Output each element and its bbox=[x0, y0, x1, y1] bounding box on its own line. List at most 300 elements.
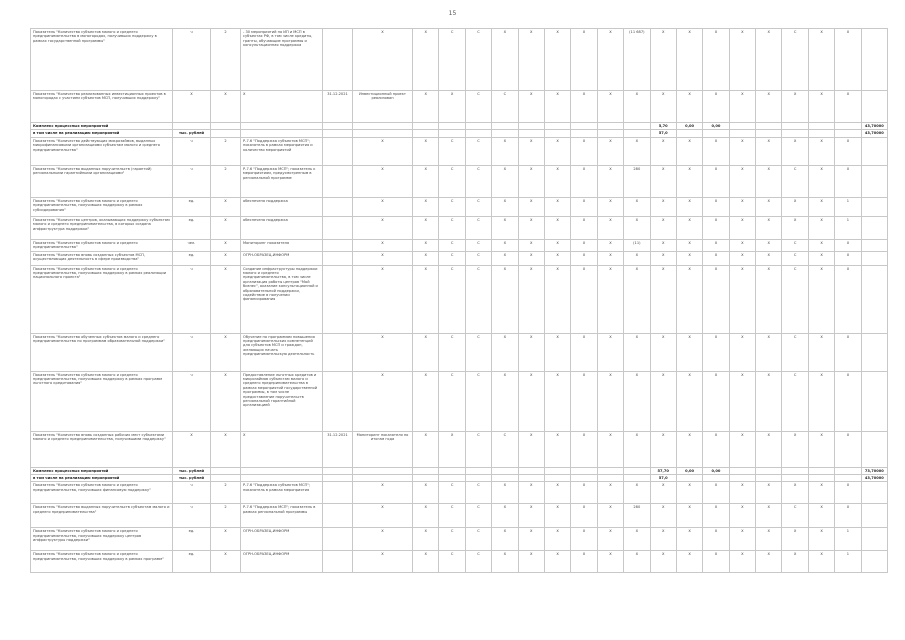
table-cell: Х bbox=[756, 29, 782, 91]
table-cell bbox=[544, 475, 570, 482]
table-cell bbox=[597, 123, 623, 130]
table-cell: Х bbox=[703, 482, 729, 504]
table-row bbox=[31, 482, 888, 504]
table-cell: Показатель "Количество вновь созданных рабочих мест субъектами малого и среднего предпринимательства, получившими поддержку" bbox=[31, 431, 173, 467]
table-cell: Х bbox=[624, 431, 650, 467]
table-cell: Х bbox=[544, 165, 570, 197]
table-cell bbox=[861, 239, 887, 251]
section-row bbox=[31, 467, 888, 474]
table-cell: Комплекс процессных мероприятий bbox=[31, 123, 173, 130]
table-cell: С bbox=[492, 431, 518, 467]
table-cell: Х bbox=[353, 528, 413, 551]
table-cell: С bbox=[465, 91, 491, 123]
table-cell: 0,00 bbox=[703, 123, 729, 130]
table-cell: Х bbox=[729, 528, 755, 551]
table-cell: Х bbox=[703, 265, 729, 333]
table-cell bbox=[544, 123, 570, 130]
table-cell: Х bbox=[571, 482, 597, 504]
table-cell: Х bbox=[782, 197, 808, 216]
table-cell: Х bbox=[756, 431, 782, 467]
table-cell bbox=[323, 333, 353, 371]
table-cell bbox=[676, 130, 702, 137]
table-cell: Х bbox=[518, 333, 544, 371]
table-cell bbox=[597, 475, 623, 482]
table-cell: Х bbox=[492, 137, 518, 165]
table-cell: Х bbox=[492, 333, 518, 371]
table-cell bbox=[782, 475, 808, 482]
table-cell: 43,70000 bbox=[861, 123, 887, 130]
table-cell bbox=[835, 123, 861, 130]
table-cell bbox=[323, 551, 353, 573]
table-cell: Х bbox=[597, 165, 623, 197]
table-cell: С bbox=[439, 137, 465, 165]
table-cell bbox=[571, 475, 597, 482]
table-cell: Х bbox=[353, 197, 413, 216]
table-cell: Х bbox=[835, 482, 861, 504]
table-cell: (11 687) bbox=[624, 29, 650, 91]
table-cell: Х bbox=[835, 29, 861, 91]
table-cell: Х bbox=[413, 551, 439, 573]
table-cell: Х bbox=[571, 197, 597, 216]
table-cell: 5,70 bbox=[650, 123, 676, 130]
table-cell: Х bbox=[624, 137, 650, 165]
table-cell bbox=[323, 29, 353, 91]
table-cell: Х bbox=[808, 216, 834, 239]
table-cell: Х bbox=[544, 216, 570, 239]
table-cell: 57,0 bbox=[650, 475, 676, 482]
table-cell: Х bbox=[808, 197, 834, 216]
table-cell: Показатель "Количество реализованных инвестиционных проектов в моногородах с участием субъектов МСП, получивших поддержку" bbox=[31, 91, 173, 123]
table-cell bbox=[571, 123, 597, 130]
table-cell: Х bbox=[703, 29, 729, 91]
table-cell: Х bbox=[703, 504, 729, 528]
table-cell: 1 bbox=[835, 197, 861, 216]
table-cell: С bbox=[465, 165, 491, 197]
table-cell: Инвестиционный проект реализован bbox=[353, 91, 413, 123]
table-cell: Показатель "Количество обученных субъектов малого и среднего предпринимательства по программам образовательной поддержки" bbox=[31, 333, 173, 371]
table-cell bbox=[492, 130, 518, 137]
table-cell: С bbox=[465, 551, 491, 573]
table-cell: С bbox=[465, 371, 491, 431]
table-cell: С bbox=[465, 251, 491, 265]
table-cell bbox=[676, 475, 702, 482]
table-cell: 31.12.2021 bbox=[323, 431, 353, 467]
table-cell bbox=[353, 475, 413, 482]
table-cell: Показатель "Количество субъектов малого и среднего предпринимательства, получивших поддержку центров инфраструктуры поддержки" bbox=[31, 528, 173, 551]
table-cell: С bbox=[439, 504, 465, 528]
table-cell: Х bbox=[211, 197, 241, 216]
table-cell: 1 bbox=[835, 551, 861, 573]
table-cell: Х bbox=[729, 216, 755, 239]
table-cell bbox=[413, 467, 439, 474]
table-cell bbox=[808, 467, 834, 474]
table-cell: Х bbox=[413, 265, 439, 333]
table-cell: С bbox=[439, 482, 465, 504]
table-cell bbox=[241, 130, 323, 137]
table-cell bbox=[756, 475, 782, 482]
table-cell: Х bbox=[518, 91, 544, 123]
table-cell: 1 bbox=[835, 528, 861, 551]
table-cell: 43,70000 bbox=[861, 130, 887, 137]
table-cell bbox=[323, 504, 353, 528]
table-cell: Х bbox=[835, 333, 861, 371]
table-cell: Х bbox=[624, 528, 650, 551]
table-cell bbox=[861, 265, 887, 333]
table-cell: 57,70 bbox=[650, 467, 676, 474]
table-cell: Х bbox=[211, 251, 241, 265]
table-cell: Х bbox=[241, 431, 323, 467]
table-cell: Х bbox=[703, 371, 729, 431]
table-cell: ч bbox=[173, 504, 211, 528]
table-cell bbox=[323, 371, 353, 431]
table-row bbox=[31, 551, 888, 573]
table-cell: Показатель "Количество субъектов малого и среднего предпринимательства, получивших поддержку в рамках субсидирования" bbox=[31, 197, 173, 216]
table-cell: С bbox=[465, 265, 491, 333]
table-cell: Х bbox=[703, 551, 729, 573]
table-cell bbox=[597, 467, 623, 474]
table-cell bbox=[518, 130, 544, 137]
table-cell: Показатель "Количество субъектов малого и среднего предпринимательства, получивших поддержку в рамках программ" bbox=[31, 551, 173, 573]
table-cell bbox=[241, 475, 323, 482]
table-cell: Х bbox=[492, 216, 518, 239]
table-cell: Х bbox=[676, 482, 702, 504]
table-cell: С bbox=[492, 91, 518, 123]
table-cell: Х bbox=[571, 239, 597, 251]
table-cell bbox=[323, 239, 353, 251]
table-cell: Х bbox=[518, 251, 544, 265]
table-cell: С bbox=[465, 216, 491, 239]
table-cell: Х bbox=[413, 165, 439, 197]
table-cell bbox=[323, 197, 353, 216]
table-cell: Х bbox=[413, 528, 439, 551]
table-cell: Х bbox=[544, 91, 570, 123]
table-cell: Х bbox=[597, 137, 623, 165]
table-cell: Х bbox=[756, 216, 782, 239]
table-cell: (11) bbox=[624, 239, 650, 251]
table-cell: Х bbox=[756, 482, 782, 504]
table-cell bbox=[624, 130, 650, 137]
table-cell: 0,00 bbox=[676, 467, 702, 474]
table-cell: С bbox=[439, 251, 465, 265]
table-cell: Х bbox=[413, 239, 439, 251]
table-cell bbox=[571, 130, 597, 137]
table-cell: Х bbox=[624, 197, 650, 216]
table-cell bbox=[544, 130, 570, 137]
table-cell bbox=[353, 123, 413, 130]
section-row bbox=[31, 123, 888, 130]
table-cell: С bbox=[439, 528, 465, 551]
table-cell bbox=[465, 475, 491, 482]
table-cell: Создание инфраструктуры поддержки малого и среднего предпринимательства, в том числе организация работы центров "Мой бизнес", оказание консультационной и образовательной поддержки, содействие в получении финансирования bbox=[241, 265, 323, 333]
table-cell: Х bbox=[413, 91, 439, 123]
table-cell: Х bbox=[571, 265, 597, 333]
table-cell: Х bbox=[211, 371, 241, 431]
table-cell: Х bbox=[650, 528, 676, 551]
table-cell: Х bbox=[676, 137, 702, 165]
table-cell: Х bbox=[571, 251, 597, 265]
table-cell: Х bbox=[729, 251, 755, 265]
table-cell bbox=[861, 333, 887, 371]
table-cell: Х bbox=[782, 551, 808, 573]
table-cell: 73,70000 bbox=[861, 467, 887, 474]
table-cell: Х bbox=[650, 251, 676, 265]
table-cell bbox=[571, 467, 597, 474]
table-cell: Х bbox=[703, 431, 729, 467]
table-cell bbox=[465, 130, 491, 137]
table-cell: Х bbox=[413, 251, 439, 265]
table-cell: Х bbox=[729, 165, 755, 197]
table-cell bbox=[861, 251, 887, 265]
table-cell: Х bbox=[211, 265, 241, 333]
table-cell: Х bbox=[173, 431, 211, 467]
table-cell bbox=[861, 165, 887, 197]
table-cell: в том числе на реализацию мероприятий bbox=[31, 475, 173, 482]
table-cell: Х bbox=[571, 551, 597, 573]
table-cell: Х bbox=[544, 333, 570, 371]
table-cell bbox=[211, 123, 241, 130]
table-cell: Х bbox=[571, 371, 597, 431]
table-cell: Показатель "Количество вновь созданных субъектов МСП, осуществляющих деятельность в сфере производства" bbox=[31, 251, 173, 265]
table-cell: Р-7.6 "Поддержка МСП"; показатель к мероприятиям, предусмотренным в региональной программе bbox=[241, 165, 323, 197]
table-row bbox=[31, 197, 888, 216]
table-row bbox=[31, 165, 888, 197]
table-cell: 2 bbox=[211, 137, 241, 165]
table-cell bbox=[353, 467, 413, 474]
table-cell: Комплекс процессных мероприятий bbox=[31, 467, 173, 474]
table-cell bbox=[861, 482, 887, 504]
table-cell: Х bbox=[808, 528, 834, 551]
table-cell: 2 bbox=[211, 482, 241, 504]
table-cell bbox=[624, 123, 650, 130]
table-cell: Х bbox=[835, 431, 861, 467]
table-cell: Х bbox=[211, 239, 241, 251]
table-cell: С bbox=[465, 239, 491, 251]
table-cell bbox=[323, 216, 353, 239]
table-cell: Х bbox=[597, 528, 623, 551]
table-cell bbox=[241, 467, 323, 474]
table-cell bbox=[861, 528, 887, 551]
table-cell bbox=[861, 551, 887, 573]
table-cell: Х bbox=[492, 265, 518, 333]
table-cell: Х bbox=[782, 91, 808, 123]
table-cell: Х bbox=[676, 504, 702, 528]
table-cell: 2 bbox=[211, 165, 241, 197]
table-cell: Х bbox=[676, 333, 702, 371]
table-cell: Х bbox=[756, 551, 782, 573]
table-cell: Х bbox=[439, 431, 465, 467]
table-cell: С bbox=[782, 165, 808, 197]
table-cell bbox=[323, 482, 353, 504]
table-cell bbox=[808, 123, 834, 130]
table-cell bbox=[729, 467, 755, 474]
table-row bbox=[31, 504, 888, 528]
table-cell: Х bbox=[492, 528, 518, 551]
table-cell: Х bbox=[353, 482, 413, 504]
table-cell: Х bbox=[729, 29, 755, 91]
table-cell: Показатель "Количество субъектов малого и среднего предпринимательства, получивших финансовую поддержку" bbox=[31, 482, 173, 504]
table-cell: Показатель "Количество выданных поручительств (гарантий) региональными гарантийными организациями" bbox=[31, 165, 173, 197]
table-cell: Х bbox=[676, 431, 702, 467]
table-cell: Х bbox=[353, 29, 413, 91]
table-cell: С bbox=[465, 482, 491, 504]
table-cell bbox=[211, 475, 241, 482]
table-cell bbox=[835, 467, 861, 474]
table-cell bbox=[861, 137, 887, 165]
table-cell: Показатель "Количество субъектов малого и среднего предпринимательства, получивших поддержку в рамках программ льготного кредитования" bbox=[31, 371, 173, 431]
table-cell: Х bbox=[571, 165, 597, 197]
table-cell bbox=[211, 130, 241, 137]
table-cell bbox=[756, 130, 782, 137]
table-cell: 2 bbox=[211, 29, 241, 91]
table-cell: тыс. рублей bbox=[173, 467, 211, 474]
table-cell: Х bbox=[703, 137, 729, 165]
table-cell: Х bbox=[676, 197, 702, 216]
table-cell: Х bbox=[624, 216, 650, 239]
table-cell bbox=[861, 216, 887, 239]
table-cell: Х bbox=[729, 504, 755, 528]
table-cell: Х bbox=[808, 29, 834, 91]
table-row bbox=[31, 91, 888, 123]
table-cell: Х bbox=[676, 91, 702, 123]
table-cell: - 30 мероприятий по ИП и МСП в субъектах РФ, в том числе кредиты, гранты, обучающие программы и консультационная поддержка bbox=[241, 29, 323, 91]
table-cell bbox=[492, 467, 518, 474]
table-row bbox=[31, 137, 888, 165]
table-cell: ед. bbox=[173, 197, 211, 216]
table-cell: Х bbox=[676, 29, 702, 91]
table-cell: 43,70000 bbox=[861, 475, 887, 482]
table-cell bbox=[624, 475, 650, 482]
table-cell: ОГРН-ОБРАЗЕЦ-ИНФОРМ bbox=[241, 251, 323, 265]
table-cell: С bbox=[465, 197, 491, 216]
table-cell: Х bbox=[676, 216, 702, 239]
table-cell: С bbox=[439, 239, 465, 251]
table-cell: Показатель "Количество центров, оказывающих поддержку субъектам малого и среднего предпринимательства, в которых создана инфраструктура поддержки" bbox=[31, 216, 173, 239]
table-cell: Х bbox=[676, 165, 702, 197]
table-cell: Х bbox=[211, 333, 241, 371]
table-cell: тыс. рублей bbox=[173, 130, 211, 137]
table-cell: ед. bbox=[173, 251, 211, 265]
table-cell: Р-7.6 "Поддержка субъектов МСП"; показатель в рамках мероприятия bbox=[241, 482, 323, 504]
table-cell: С bbox=[782, 504, 808, 528]
table-cell: Х bbox=[624, 251, 650, 265]
table-cell: Обучение по программам повышения предпринимательских компетенций для субъектов МСП и граждан, желающих начать предпринимательскую деятельность bbox=[241, 333, 323, 371]
table-cell: 280 bbox=[624, 504, 650, 528]
table-cell: Х bbox=[597, 371, 623, 431]
table-cell: Х bbox=[518, 137, 544, 165]
table-cell: Х bbox=[544, 504, 570, 528]
table-cell: Х bbox=[597, 265, 623, 333]
table-cell bbox=[544, 467, 570, 474]
table-cell: Р-7.6 "Поддержка субъектов МСП"; показатель в рамках мероприятия и количество мероприятий bbox=[241, 137, 323, 165]
table-cell: Х bbox=[544, 251, 570, 265]
table-cell: Х bbox=[756, 371, 782, 431]
table-cell: Х bbox=[808, 333, 834, 371]
table-cell: Х bbox=[597, 197, 623, 216]
table-cell: в том числе на реализацию мероприятий bbox=[31, 130, 173, 137]
table-cell: Показатель "Количество выданных поручительств субъектам малого и среднего предпринимательства" bbox=[31, 504, 173, 528]
table-cell: С bbox=[782, 239, 808, 251]
table-cell bbox=[323, 165, 353, 197]
table-cell bbox=[756, 467, 782, 474]
table-cell: обеспечена поддержка bbox=[241, 216, 323, 239]
table-cell bbox=[729, 130, 755, 137]
table-cell: Х bbox=[211, 528, 241, 551]
table-cell: Х bbox=[808, 371, 834, 431]
table-cell: ОГРН-ОБРАЗЕЦ-ИНФОРМ bbox=[241, 528, 323, 551]
table-cell: Х bbox=[808, 137, 834, 165]
table-cell: Х bbox=[413, 482, 439, 504]
table-cell: Х bbox=[808, 251, 834, 265]
table-cell: Х bbox=[650, 197, 676, 216]
table-cell: Х bbox=[676, 528, 702, 551]
table-cell: Х bbox=[544, 431, 570, 467]
table-cell: С bbox=[465, 29, 491, 91]
table-cell: Х bbox=[729, 197, 755, 216]
table-cell: С bbox=[465, 137, 491, 165]
table-cell bbox=[173, 123, 211, 130]
table-cell bbox=[808, 475, 834, 482]
table-cell: Х bbox=[439, 91, 465, 123]
table-cell: ч bbox=[173, 265, 211, 333]
table-cell: Х bbox=[650, 333, 676, 371]
table-cell: Х bbox=[624, 333, 650, 371]
table-cell: Х bbox=[703, 197, 729, 216]
table-cell: Х bbox=[756, 197, 782, 216]
table-cell: Показатель "Количество субъектов малого и среднего предпринимательства в моногородах, получивших поддержку в рамках государственной программы" bbox=[31, 29, 173, 91]
table-cell bbox=[518, 123, 544, 130]
table-cell: Х bbox=[492, 29, 518, 91]
table-cell: Х bbox=[544, 265, 570, 333]
table-cell: Предоставление льготных кредитов и микрозаймов субъектам малого и среднего предпринимательства в рамках мероприятий государственной программы, в том числе предоставление поручительств региональной гарантийной организацией bbox=[241, 371, 323, 431]
table-cell: Х bbox=[729, 239, 755, 251]
table-cell: С bbox=[782, 251, 808, 265]
table-cell: Х bbox=[782, 482, 808, 504]
table-cell: Х bbox=[729, 431, 755, 467]
section-row bbox=[31, 475, 888, 482]
table-cell: Х bbox=[241, 91, 323, 123]
table-cell: С bbox=[465, 528, 491, 551]
table-cell: Х bbox=[597, 431, 623, 467]
table-cell: С bbox=[439, 29, 465, 91]
table-cell bbox=[703, 475, 729, 482]
table-cell: Х bbox=[492, 239, 518, 251]
table-cell: Х bbox=[624, 371, 650, 431]
table-cell: Х bbox=[597, 29, 623, 91]
section-row bbox=[31, 130, 888, 137]
table-cell: Х bbox=[518, 482, 544, 504]
table-cell: Мониторинг показателя по итогам года bbox=[353, 431, 413, 467]
table-cell: Х bbox=[544, 239, 570, 251]
table-cell bbox=[323, 528, 353, 551]
table-cell: Х bbox=[597, 216, 623, 239]
indicator-table bbox=[30, 28, 888, 573]
table-cell: Х bbox=[518, 551, 544, 573]
table-cell: Х bbox=[729, 137, 755, 165]
table-cell: ОГРН-ОБРАЗЕЦ-ИНФОРМ bbox=[241, 551, 323, 573]
table-cell: Х bbox=[413, 29, 439, 91]
table-cell: Х bbox=[703, 165, 729, 197]
table-cell bbox=[624, 467, 650, 474]
table-cell bbox=[729, 123, 755, 130]
table-cell bbox=[465, 467, 491, 474]
table-cell: Х bbox=[729, 265, 755, 333]
table-cell bbox=[518, 475, 544, 482]
table-cell bbox=[782, 123, 808, 130]
table-cell: Х bbox=[676, 371, 702, 431]
table-cell: Х bbox=[756, 165, 782, 197]
table-cell: 2 bbox=[211, 504, 241, 528]
table-cell: Х bbox=[211, 551, 241, 573]
